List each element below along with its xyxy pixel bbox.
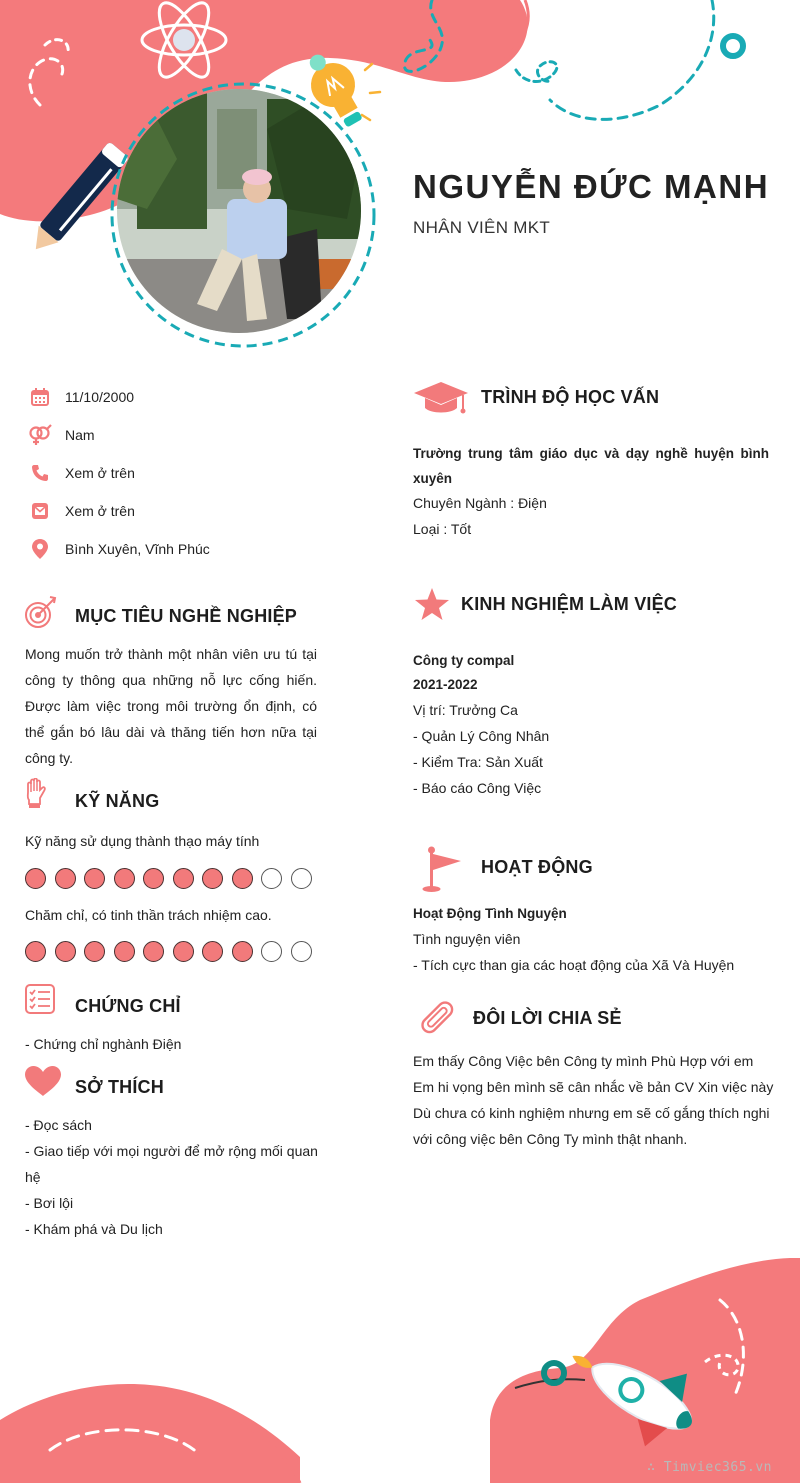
hobby-item: - Giao tiếp với mọi người để mở rộng mối quan hệ bbox=[25, 1143, 318, 1185]
share-line: Em thấy Công Việc bên Công ty mình Phù Hợp với em bbox=[413, 1053, 754, 1069]
rating-dot-filled bbox=[202, 868, 223, 889]
profile-photo bbox=[117, 89, 361, 333]
share-line: Dù chưa có kinh nghiệm nhưng em sẽ cố gắng thích nghi bbox=[413, 1105, 770, 1121]
hobby-item: - Đọc sách bbox=[25, 1117, 92, 1133]
education-grade: Loại : Tốt bbox=[413, 521, 472, 537]
experience-line: - Báo cáo Công Việc bbox=[413, 780, 542, 796]
birthday-text: 11/10/2000 bbox=[65, 389, 135, 405]
contact-address bbox=[28, 537, 210, 561]
skill-rating bbox=[25, 941, 312, 962]
rating-dot-filled bbox=[114, 941, 135, 962]
paperclip-icon bbox=[416, 997, 460, 1044]
gender-text: Nam bbox=[65, 427, 95, 443]
skills-title: KỸ NĂNG bbox=[75, 791, 160, 811]
certificates-title: CHỨNG CHỈ bbox=[75, 996, 181, 1016]
contact-phone bbox=[28, 461, 135, 485]
flag-icon bbox=[418, 846, 464, 899]
hand-icon bbox=[24, 778, 48, 815]
share-line: với công việc bên Công Ty mình thật nhanh. bbox=[413, 1131, 688, 1147]
heart-icon bbox=[24, 1065, 62, 1102]
share-title: ĐÔI LỜI CHIA SẺ bbox=[473, 1008, 622, 1028]
activity-line: - Tích cực than gia các hoạt động của Xã Và Huyện bbox=[413, 957, 735, 973]
contact-birthday bbox=[28, 385, 134, 409]
experience-line: - Quản Lý Công Nhân bbox=[413, 728, 550, 744]
activities-title: HOẠT ĐỘNG bbox=[481, 857, 593, 877]
rating-dot-filled bbox=[84, 941, 105, 962]
target-icon bbox=[24, 596, 58, 635]
share-line: Em hi vọng bên mình sẽ cân nhắc về bản CV Xin việc này bbox=[413, 1079, 774, 1095]
contact-gender bbox=[28, 423, 95, 447]
watermark bbox=[647, 1460, 772, 1475]
rating-dot-empty bbox=[291, 941, 312, 962]
education-major: Chuyên Ngành : Điện bbox=[413, 495, 547, 511]
skill-name: Kỹ năng sử dụng thành thạo máy tính bbox=[25, 833, 260, 849]
rating-dot-empty bbox=[261, 868, 282, 889]
gender-icon bbox=[28, 423, 52, 447]
star-icon bbox=[414, 587, 450, 626]
job-title: NHÂN VIÊN MKT bbox=[413, 218, 551, 237]
candidate-name: NGUYỄN ĐỨC MẠNH bbox=[413, 168, 770, 205]
graduation-cap-icon bbox=[413, 380, 469, 421]
rating-dot-empty bbox=[291, 868, 312, 889]
rating-dot-filled bbox=[55, 868, 76, 889]
rating-dot-filled bbox=[84, 868, 105, 889]
activity-line: Tình nguyện viên bbox=[413, 931, 521, 947]
rating-dot-filled bbox=[173, 941, 194, 962]
experience-title: KINH NGHIỆM LÀM VIỆC bbox=[461, 594, 678, 614]
phone-text: Xem ở trên bbox=[65, 465, 135, 481]
rating-dot-filled bbox=[202, 941, 223, 962]
rating-dot-filled bbox=[143, 868, 164, 889]
contact-email bbox=[28, 499, 135, 523]
watermark-text: Timviec365.vn bbox=[663, 1460, 772, 1475]
experience-line: Vị trí: Trưởng Ca bbox=[413, 702, 518, 718]
objective-title: MỤC TIÊU NGHỀ NGHIỆP bbox=[75, 606, 298, 626]
address-text: Bình Xuyên, Vĩnh Phúc bbox=[65, 541, 210, 557]
rating-dot-filled bbox=[25, 941, 46, 962]
rating-dot-filled bbox=[232, 941, 253, 962]
rating-dot-filled bbox=[25, 868, 46, 889]
experience-line: - Kiểm Tra: Sản Xuất bbox=[413, 754, 543, 770]
phone-icon bbox=[28, 461, 52, 485]
activity-name: Hoạt Động Tình Nguyện bbox=[413, 906, 567, 921]
hobbies-title: SỞ THÍCH bbox=[75, 1077, 164, 1097]
hobby-item: - Khám phá và Du lịch bbox=[25, 1221, 163, 1237]
rating-dot-filled bbox=[55, 941, 76, 962]
watermark-dots-icon: ∴ bbox=[647, 1460, 664, 1475]
education-title: TRÌNH ĐỘ HỌC VẤN bbox=[481, 387, 660, 407]
rating-dot-filled bbox=[143, 941, 164, 962]
rating-dot-filled bbox=[173, 868, 194, 889]
school-name: Trường trung tâm giáo dục và dạy nghề huyện bình xuyên bbox=[413, 446, 769, 486]
company-name: Công ty compal bbox=[413, 653, 515, 668]
certificate-item: - Chứng chỉ nghành Điện bbox=[25, 1036, 182, 1052]
rating-dot-filled bbox=[232, 868, 253, 889]
email-text: Xem ở trên bbox=[65, 503, 135, 519]
calendar-icon bbox=[28, 385, 52, 409]
skill-name: Chăm chỉ, có tinh thần trách nhiệm cao. bbox=[25, 907, 272, 923]
skill-rating bbox=[25, 868, 312, 889]
objective-text: Mong muốn trở thành một nhân viên ưu tú tại công ty thông qua những nỗ lực cống hiến. Được làm việc trong môi trường ổn định, có thể gắn bó lâu dài và thăng tiến hơn nữa tại công ty. bbox=[25, 646, 317, 766]
checklist-icon bbox=[24, 983, 56, 1020]
rating-dot-empty bbox=[261, 941, 282, 962]
rating-dot-filled bbox=[114, 868, 135, 889]
hobby-item: - Bơi lội bbox=[25, 1195, 74, 1211]
email-icon bbox=[28, 499, 52, 523]
location-pin-icon bbox=[28, 537, 52, 561]
work-period: 2021-2022 bbox=[413, 677, 478, 692]
